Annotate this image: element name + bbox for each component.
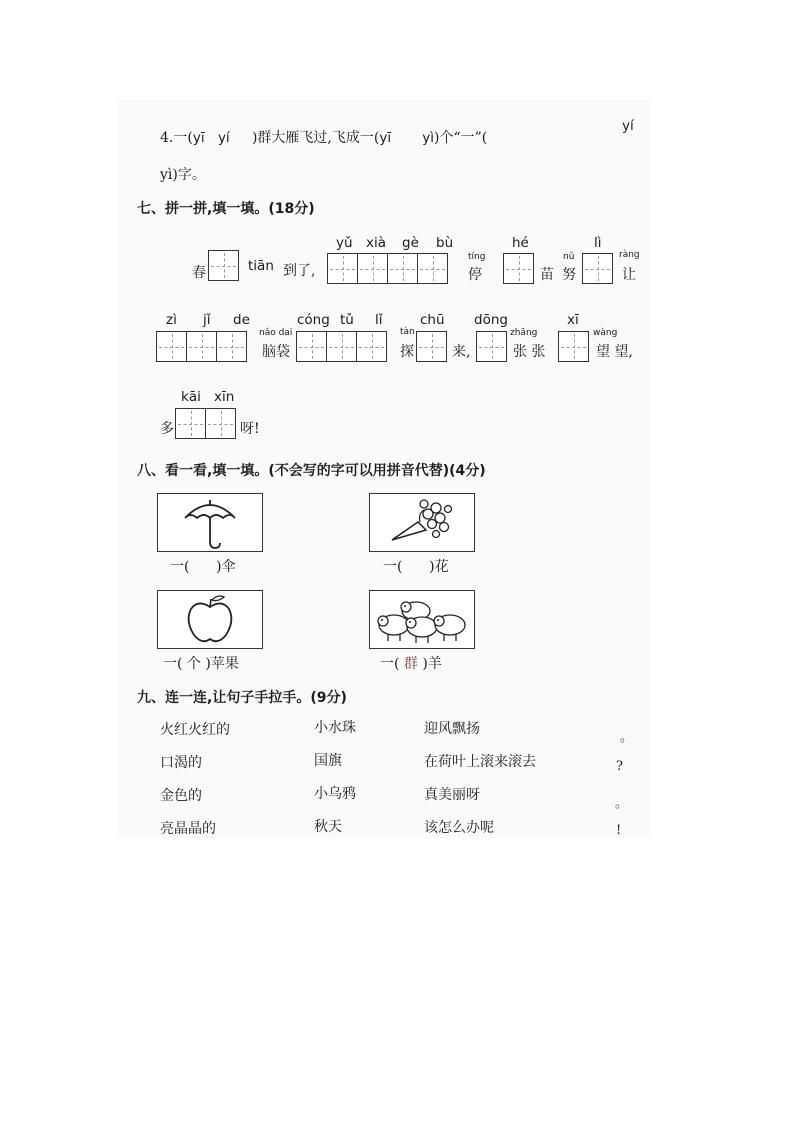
answer-box-chu[interactable] [416,331,446,362]
label-sheep: 一( 群 )羊 [380,656,442,672]
q4-right-pinyin: yí [622,118,634,134]
picture-sheep [369,590,475,649]
pinyin-ting: tíng [468,252,486,262]
match-col1-item[interactable]: 火红火红的 [160,722,230,738]
label-flowers: 一( )花 [383,559,449,575]
char-ting: 停 [468,267,482,283]
match-punct-item[interactable]: ! [616,823,622,838]
answer-grid-kaixin[interactable] [175,408,235,439]
match-punct-item[interactable]: 。 [615,796,629,811]
q4-line2: yì)字。 [160,167,206,183]
pinyin-wang: wàng [593,328,618,338]
char-wangwang: 望 望, [596,344,633,360]
char-tan: 探 [400,344,414,360]
match-col2-item[interactable]: 国旗 [314,753,342,769]
q4-line1: 4.一(yī yí )群大雁飞过,飞成一(yī yì)个“一”( [160,130,488,146]
answer-grid-zijide[interactable] [156,331,246,362]
text-lai: 来, [452,344,471,360]
char-zhangzhang: 张 张 [513,344,546,360]
picture-apple [157,590,263,649]
answer-apple[interactable]: 个 [186,656,201,672]
pinyin-de: de [233,312,250,328]
match-col2-item[interactable]: 秋天 [314,819,342,835]
answer-box-chun[interactable] [208,250,238,281]
answer-box-he[interactable] [503,253,533,284]
picture-flowers [369,493,475,552]
pinyin-ge: gè [402,235,419,251]
match-col3-item[interactable]: 在荷叶上滚来滚去 [424,754,536,770]
answer-box-dong[interactable] [476,331,506,362]
pinyin-tian: tiān [248,258,274,274]
pinyin-rang: ràng [619,250,640,260]
pinyin-zi: zì [166,312,177,328]
pinyin-naodai: nǎo dai [259,328,293,338]
char-miao: 苗 [540,267,554,283]
section8-title: 八、看一看,填一填。(不会写的字可以用拼音代替)(4分) [137,463,486,479]
umbrella-icon [158,494,262,551]
answer-box-li[interactable] [582,253,612,284]
pinyin-he: hé [512,235,529,251]
match-col1-item[interactable]: 口渴的 [160,755,202,771]
pinyin-tan: tàn [400,327,415,337]
pinyin-kai: kāi [181,389,201,405]
match-punct-item[interactable]: 。 [620,730,634,745]
pinyin-xia: xià [366,235,387,251]
match-col3-item[interactable]: 该怎么办呢 [424,820,494,836]
text-daole: 到了, [283,263,316,279]
apple-icon [158,591,262,648]
pinyin-li2: lǐ [375,312,383,328]
pinyin-tu: tǔ [340,312,354,328]
section9-title: 九、连一连,让句子手拉手。(9分) [137,690,347,706]
pinyin-yu: yǔ [336,235,353,251]
answer-grid-congtuli[interactable] [296,331,386,362]
pinyin-dong: dōng [474,312,508,328]
pinyin-cong: cóng [297,312,330,328]
char-chun: 春 [192,265,206,281]
pinyin-li: lì [594,235,602,251]
answer-grid-yuxiagebu[interactable] [327,253,447,284]
pinyin-chu: chū [420,312,445,328]
pinyin-xin: xīn [214,389,235,405]
answer-box-xi[interactable] [558,331,588,362]
pinyin-zhang: zhāng [510,328,538,338]
pinyin-xi: xī [567,312,579,328]
pinyin-bu: bù [436,235,454,251]
label-apple: 一( 个 )苹果 [163,656,239,672]
flower-bouquet-icon [370,494,474,551]
char-duo: 多 [160,421,174,437]
label-umbrella: 一( )伞 [170,559,236,575]
pinyin-ji: jǐ [203,312,211,328]
picture-umbrella [157,493,263,552]
answer-sheep[interactable]: 群 [403,656,418,672]
sheep-icon [370,591,474,648]
text-ya: 呀! [240,421,260,437]
pinyin-nu: nǔ [563,252,575,262]
char-rang: 让 [622,267,636,283]
section7-title: 七、拼一拼,填一填。(18分) [137,201,315,217]
char-naodai: 脑袋 [262,344,290,360]
match-col1-item[interactable]: 亮晶晶的 [160,821,216,837]
match-col3-item[interactable]: 迎风飘扬 [424,721,480,737]
match-col2-item[interactable]: 小乌鸦 [314,786,356,802]
char-nu: 努 [562,267,576,283]
match-col1-item[interactable]: 金色的 [160,788,202,804]
match-col3-item[interactable]: 真美丽呀 [424,787,480,803]
match-punct-item[interactable]: ? [616,759,623,774]
match-col2-item[interactable]: 小水珠 [314,720,356,736]
